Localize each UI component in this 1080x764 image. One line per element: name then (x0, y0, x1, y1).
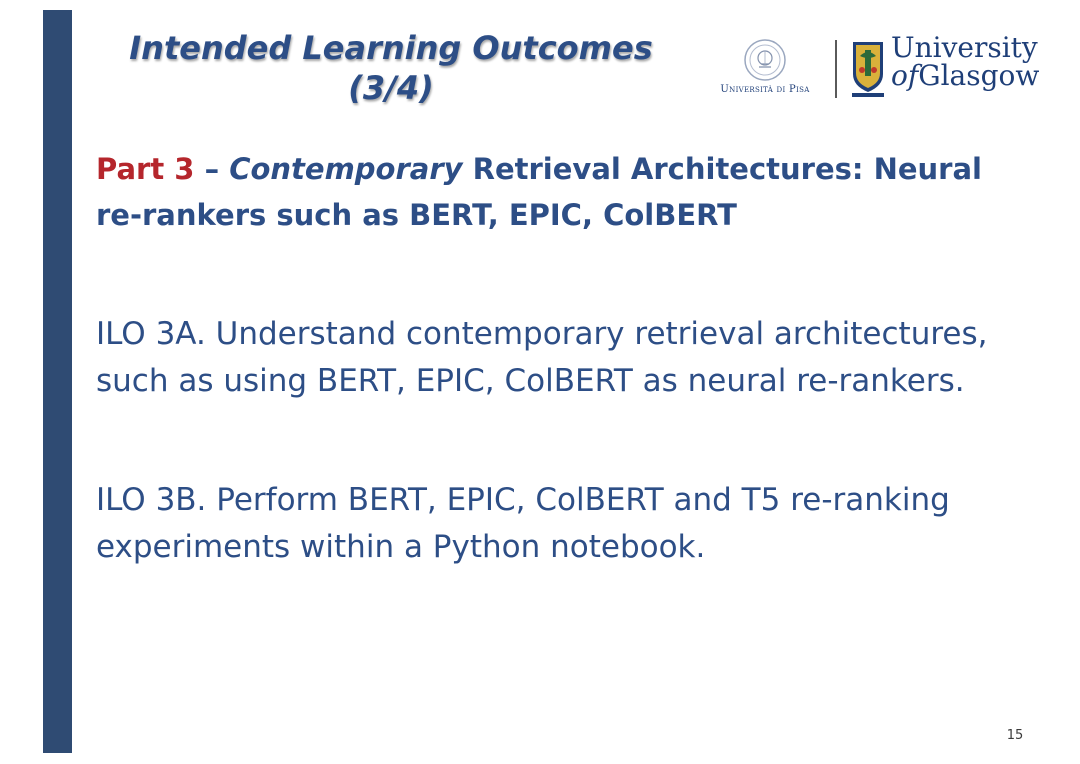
slide-accent-bar (43, 10, 72, 753)
ilo-3a (96, 311, 1026, 405)
ilo-3b (96, 477, 1026, 571)
logo-divider (835, 40, 837, 98)
glasgow-wordmark (891, 31, 1040, 92)
part-label: Part 3 (96, 152, 195, 186)
ilo-3a-line1: ILO 3A. Understand contemporary retrieval architectures, (96, 316, 988, 352)
glasgow-line1: University (891, 31, 1038, 64)
page-number: 15 (1006, 728, 1024, 743)
logos-header (705, 31, 1040, 102)
ilo-3a-line2: such as using BERT, EPIC, ColBERT as neural re-rankers. (96, 363, 965, 399)
part-dash: – (194, 152, 230, 186)
part-heading (96, 146, 1026, 238)
ilo-3b-line2: experiments within a Python notebook. (96, 529, 706, 565)
university-of-glasgow-crest-icon (851, 40, 885, 98)
slide-title (96, 28, 686, 108)
ilo-3b-line1: ILO 3B. Perform BERT, EPIC, ColBERT and T5 re-ranking (96, 482, 950, 518)
pisa-logo (705, 38, 825, 102)
glasgow-line2: Glasgow (918, 59, 1040, 92)
pisa-name: Università di Pisa (720, 84, 810, 95)
glasgow-of: of (891, 59, 919, 92)
slide-title-line2: (3/4) (348, 69, 434, 107)
slide-title-line1: Intended Learning Outcomes (129, 29, 653, 67)
part-rest-line1: Retrieval Architectures: Neural (462, 152, 982, 186)
part-emphasis: Contemporary (229, 152, 463, 186)
university-of-pisa-seal-icon (743, 38, 787, 82)
part-rest-line2: re-rankers such as BERT, EPIC, ColBERT (96, 198, 737, 232)
